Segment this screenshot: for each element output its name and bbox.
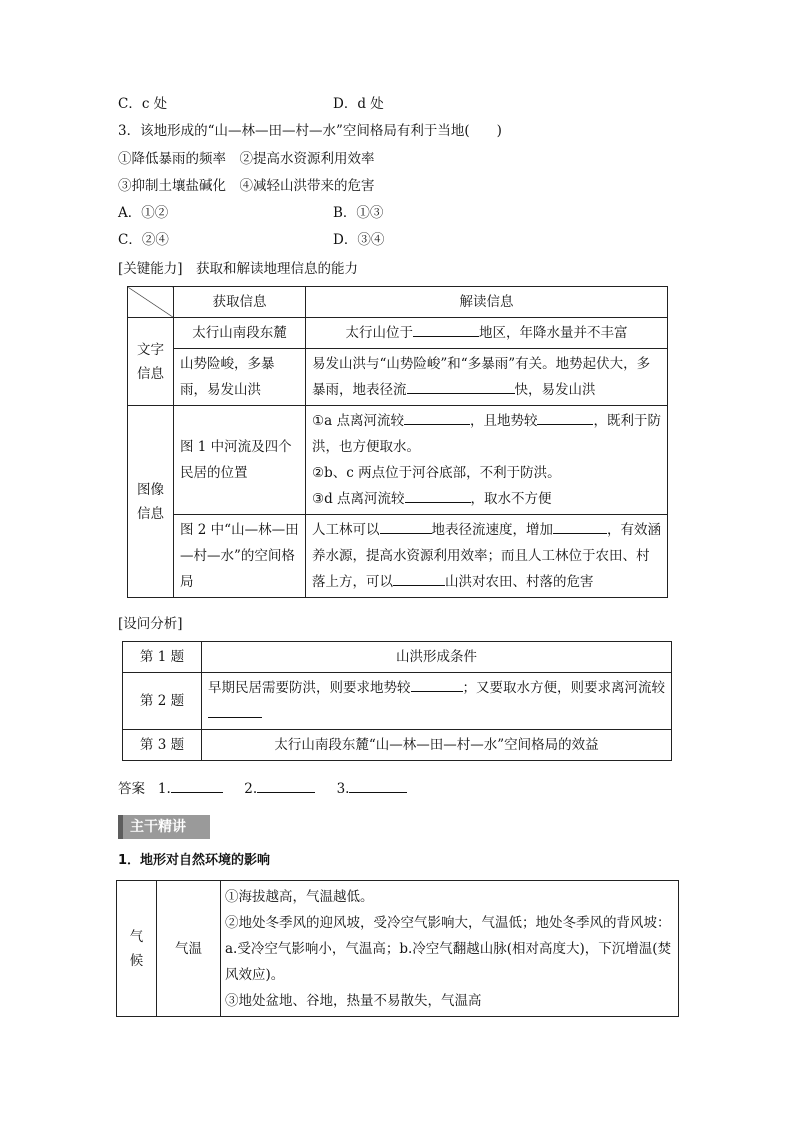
blank[interactable]: [404, 410, 470, 425]
answer-line: 答案 1. 2. 3.: [118, 778, 407, 799]
blank[interactable]: [407, 379, 515, 394]
subcategory-temperature: 气温: [157, 881, 221, 1017]
analysis-q1-label: 第 1 题: [123, 642, 202, 673]
question-3-stem: 3．该地形成的“山—林—田—村—水”空间格局有利于当地( ): [118, 123, 502, 139]
blank[interactable]: [208, 703, 262, 718]
blank[interactable]: [380, 519, 432, 534]
category-climate: 气 候: [117, 881, 157, 1017]
analysis-title: [设问分析]: [118, 616, 183, 632]
option-c2: C．②④: [118, 232, 169, 248]
answer-blank-2[interactable]: [257, 778, 315, 793]
group-image-info: 图像 信息: [128, 406, 174, 598]
terrain-effects-table: [116, 880, 679, 1017]
analysis-q2-text: 早期民居需要防洪，则要求地势较 ；又要取水方便，则要求离河流较: [202, 673, 672, 730]
option-c: C．c 处: [118, 96, 168, 112]
analysis-q1-text: 山洪形成条件: [202, 642, 672, 673]
row4-interpret: 人工林可以 地表径流速度，增加 ，有效涵养水源，提高水资源利用效率；而且人工林位于农田、村落上方，可以 山洪对农田、村落的危害: [306, 515, 668, 598]
option-a: A．①②: [118, 205, 169, 221]
analysis-q3-text: 太行山南段东麓“山—林—田—村—水”空间格局的效益: [202, 730, 672, 761]
answer-blank-1[interactable]: [171, 778, 223, 793]
blank[interactable]: [413, 322, 479, 337]
section-heading: 主干精讲: [118, 815, 210, 839]
temperature-details: ①海拔越高，气温越低。 ②地处冬季风的迎风坡，受冷空气影响大，气温低；地处冬季风的背风坡：a.受冷空气影响小，气温高；b.冷空气翻越山脉(相对高度大)，下沉增温(焚风效应)。 ③地处盆地、谷地，热量不易散失，气温高: [221, 881, 679, 1017]
blank[interactable]: [405, 488, 471, 503]
option-d2: D．③④: [333, 232, 385, 248]
option-d: D．d 处: [333, 96, 384, 112]
header-interpret: 解读信息: [306, 287, 668, 318]
row1-obtain: 太行山南段东麓: [174, 318, 306, 349]
row2-obtain: 山势险峻，多暴雨，易发山洪: [174, 349, 306, 406]
question-3-items-1: ①降低暴雨的频率 ②提高水资源利用效率: [118, 151, 375, 167]
point-1-title: 1．地形对自然环境的影响: [118, 853, 271, 868]
blank[interactable]: [411, 677, 463, 692]
row3-obtain: 图 1 中河流及四个民居的位置: [174, 406, 306, 515]
analysis-q3-label: 第 3 题: [123, 730, 202, 761]
row2-interpret: 易发山洪与“山势险峻”和“多暴雨”有关。地势起伏大，多暴雨，地表径流 快，易发山洪: [306, 349, 668, 406]
key-ability-table: [127, 286, 668, 598]
row1-interpret: 太行山位于 地区，年降水量并不丰富: [306, 318, 668, 349]
blank[interactable]: [537, 410, 593, 425]
answer-blank-3[interactable]: [349, 778, 407, 793]
question-3-items-2: ③抑制土壤盐碱化 ④减轻山洪带来的危害: [118, 178, 375, 194]
blank[interactable]: [553, 519, 607, 534]
option-b: B．①③: [333, 205, 384, 221]
analysis-table: [122, 641, 672, 761]
key-ability-title: [关键能力] 获取和解读地理信息的能力: [118, 261, 359, 277]
group-text-info: 文字 信息: [128, 318, 174, 406]
blank[interactable]: [393, 571, 445, 586]
diagonal-header-cell: [128, 287, 174, 318]
row3-interpret: ①a 点离河流较 ，且地势较 ，既利于防洪，也方便取水。 ②b、c 两点位于河谷底部，不利于防洪。 ③d 点离河流较 ，取水不方便: [306, 406, 668, 515]
row4-obtain: 图 2 中“山—林—田—村—水”的空间格局: [174, 515, 306, 598]
header-obtain: 获取信息: [174, 287, 306, 318]
analysis-q2-label: 第 2 题: [123, 673, 202, 730]
